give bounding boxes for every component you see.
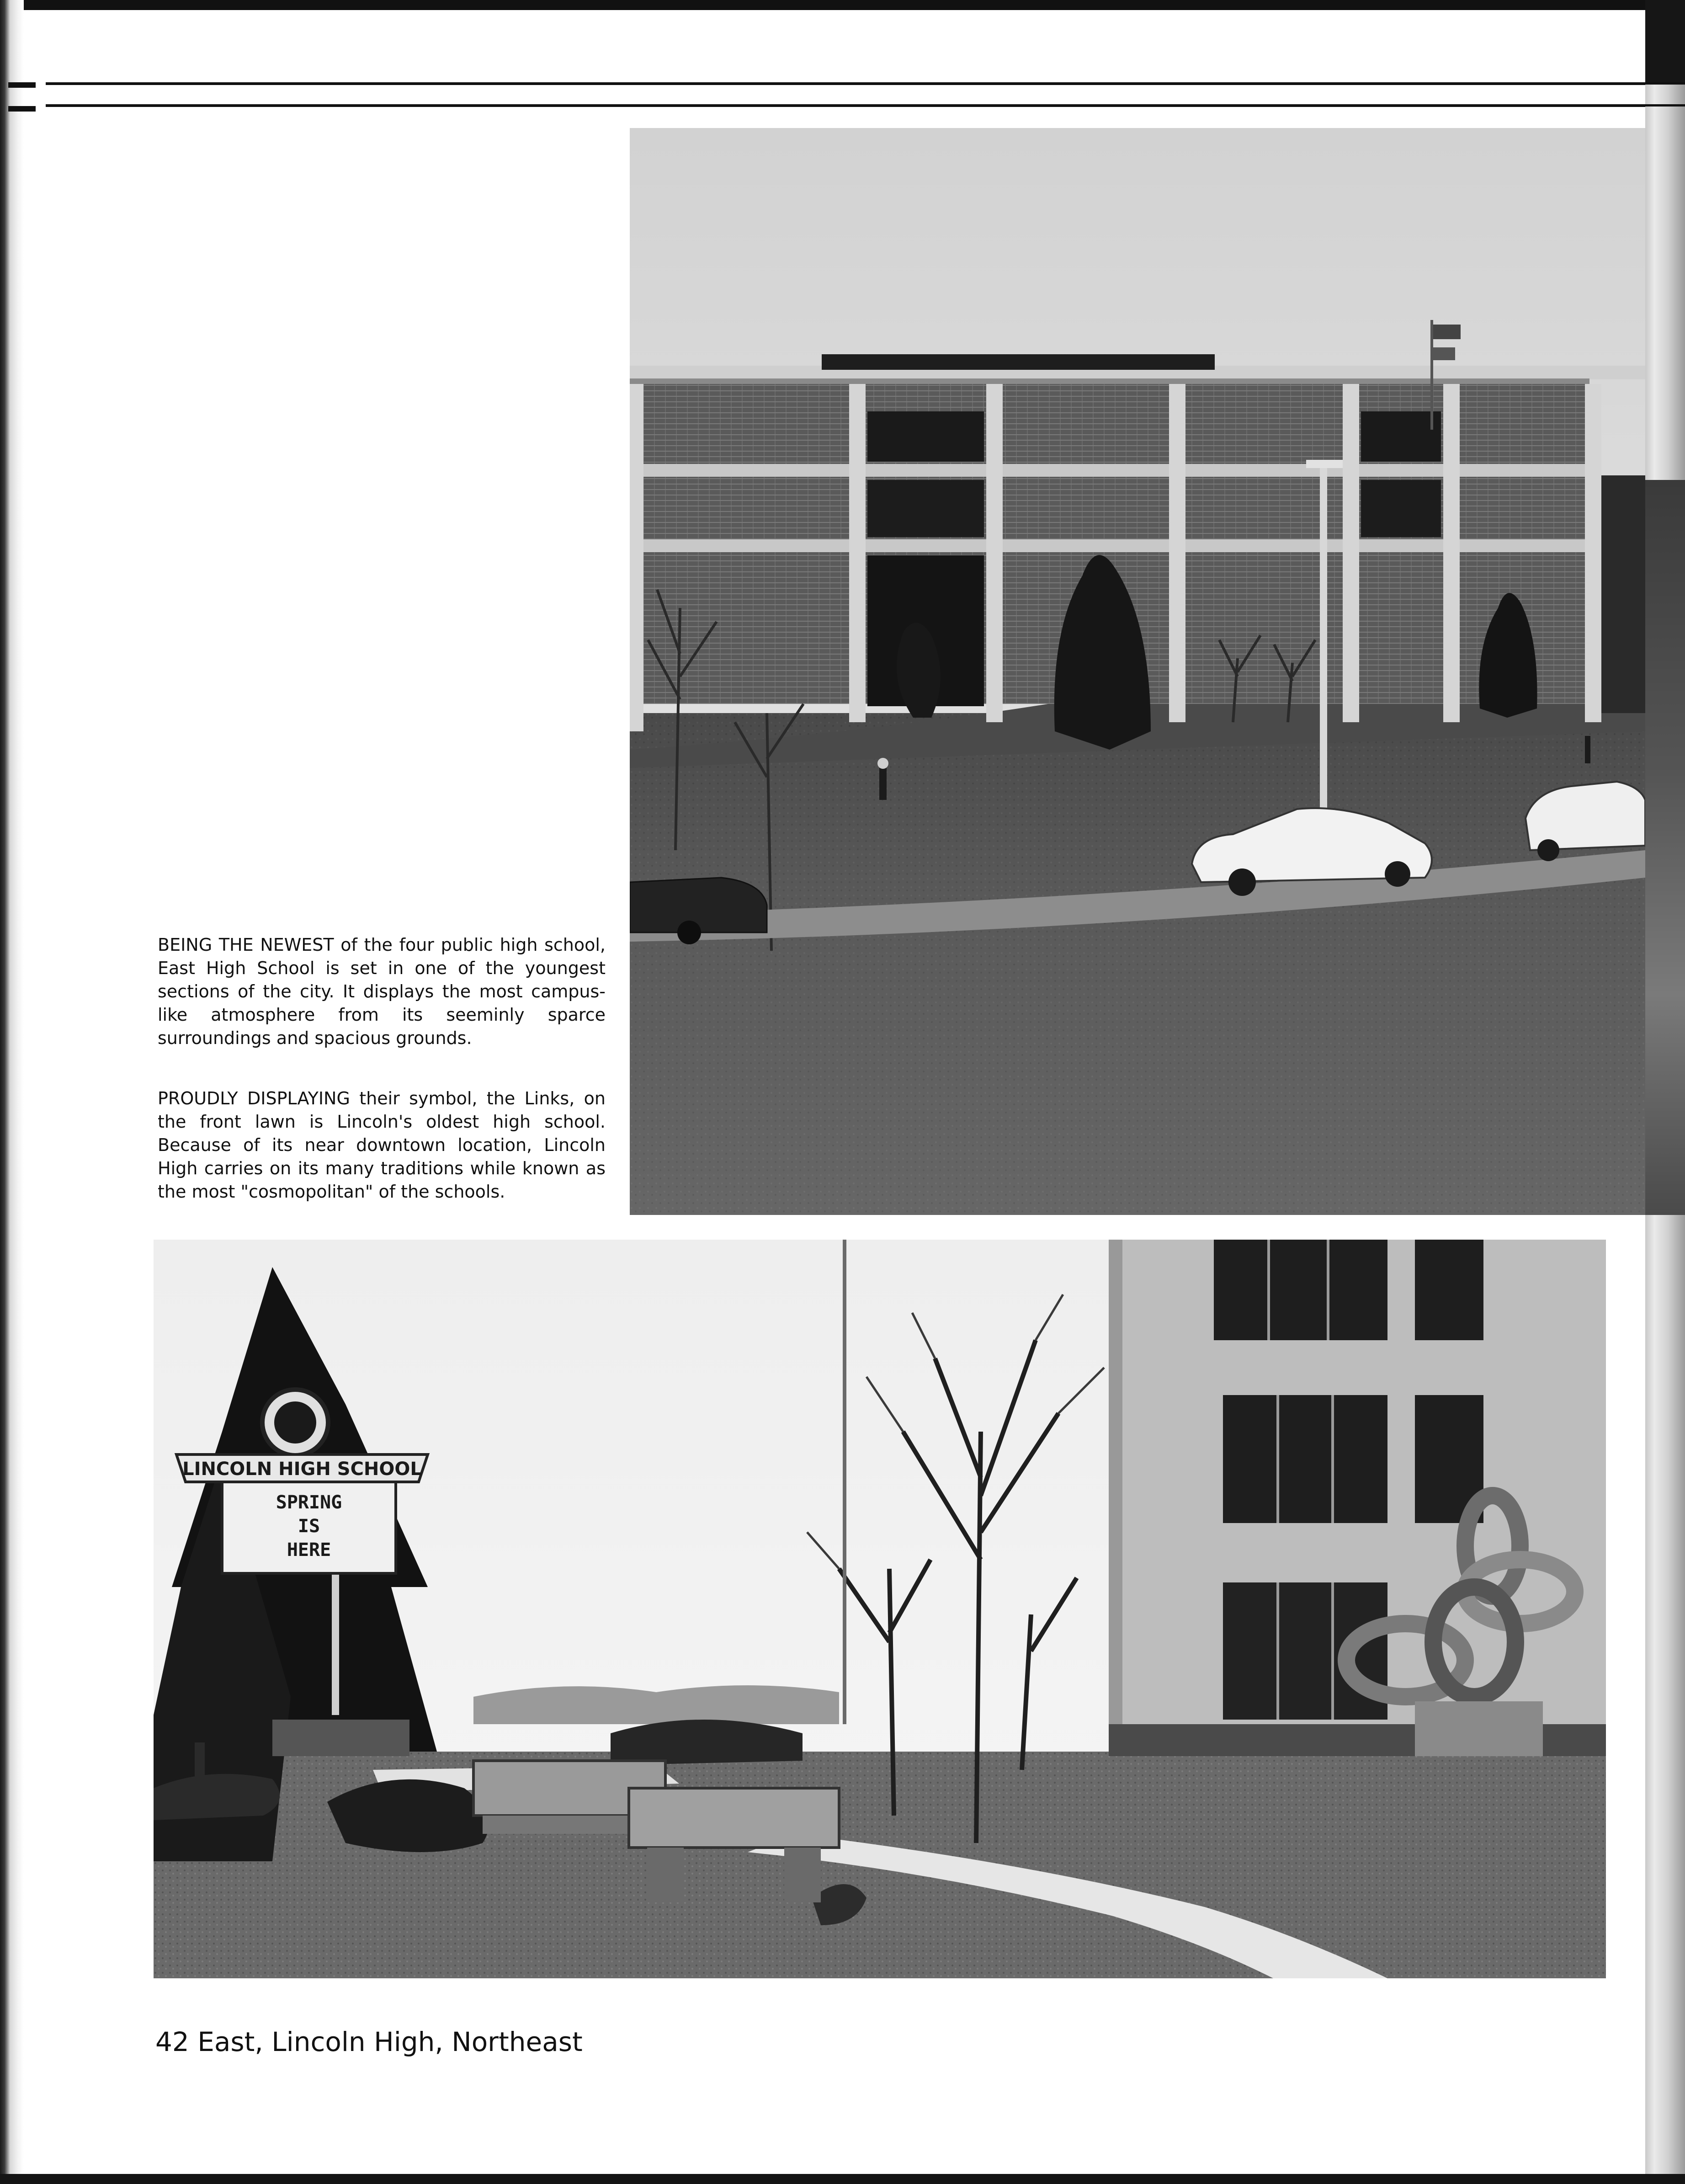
binding-mark — [8, 82, 36, 88]
sign-line-text: IS — [298, 1516, 320, 1537]
header-rule-top — [46, 82, 1645, 85]
header-rule-top-continued — [1645, 82, 1685, 85]
next-page-corner — [1645, 0, 1685, 82]
scan-top-edge — [0, 0, 1685, 10]
east-high-caption: BEING THE NEWEST of the four public high school, East High School is set in one of the youngest sections of the city. It displays the most campus-like atmosphere from its seeminly sparce surroundings and spacious grounds. — [158, 935, 606, 1048]
page-binding-gutter — [0, 0, 24, 2184]
sign-title-text: LINCOLN HIGH SCHOOL — [182, 1459, 422, 1480]
sign-line-text: HERE — [287, 1539, 331, 1561]
next-page-photo-edge — [1645, 480, 1685, 1215]
header-rule-bottom — [46, 104, 1645, 107]
header-rule-bottom-continued — [1645, 104, 1685, 107]
sign-line-text: SPRING — [276, 1492, 342, 1513]
binding-mark — [8, 106, 36, 112]
lincoln-high-school-photo — [154, 1240, 1606, 1978]
scan-bottom-edge — [0, 2174, 1685, 2184]
page-folio: 42 East, Lincoln High, Northeast — [155, 2026, 583, 2057]
east-high-school-photo — [630, 128, 1645, 1215]
lincoln-high-caption: PROUDLY DISPLAYING their symbol, the Links, on the front lawn is Lincoln's oldest high school. Because of its near downtown location, Lincoln High carries on its many traditions while known as the most "cosmopolitan" of the schools. — [158, 1088, 606, 1202]
